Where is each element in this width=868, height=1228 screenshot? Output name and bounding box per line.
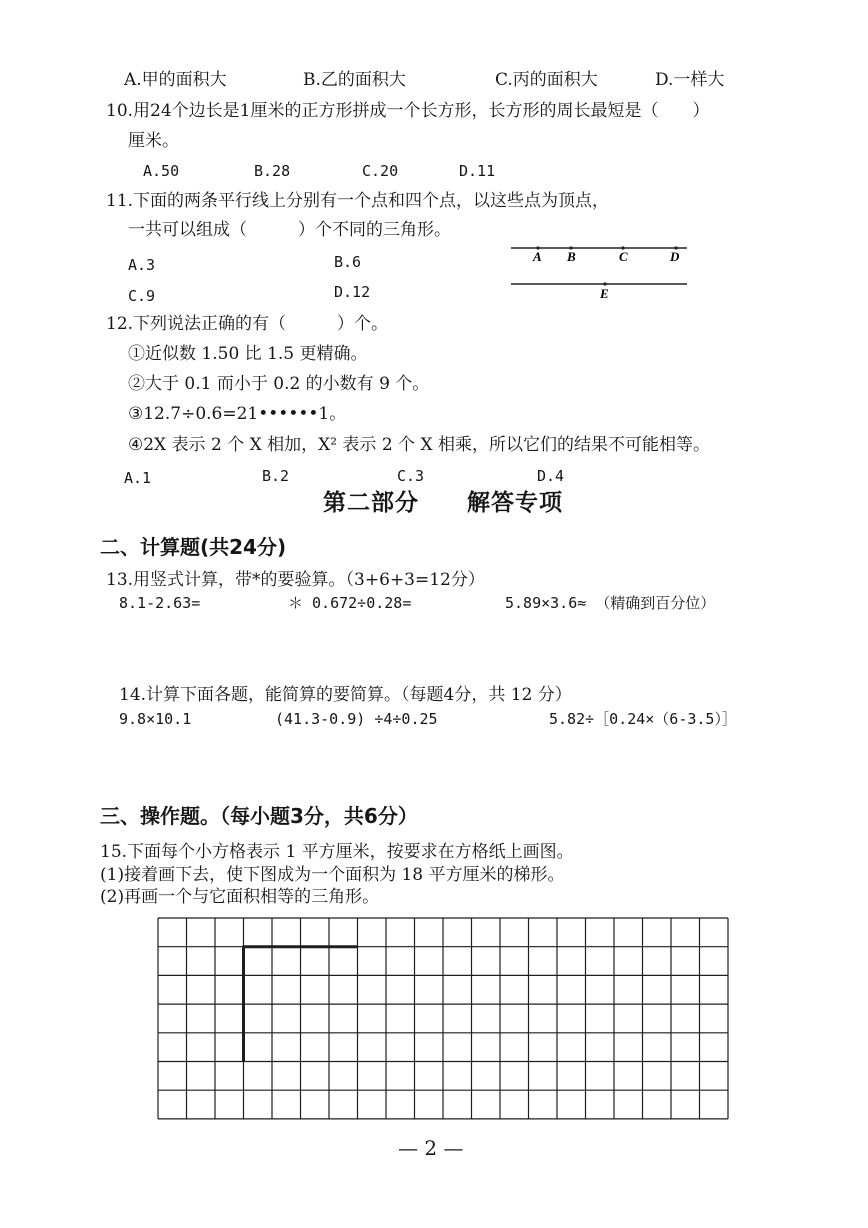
point-a-label: A: [533, 249, 542, 264]
q12-option-c: C.3: [397, 467, 425, 485]
q11-option-c: C.9: [128, 287, 156, 305]
q12-item-1: ①近似数 1.50 比 1.5 更精确。: [128, 344, 368, 364]
q11-option-a: A.3: [128, 256, 156, 274]
q15-part-2: (2)再画一个与它面积相等的三角形。: [100, 887, 380, 907]
parallel-lines-figure: [505, 240, 695, 305]
q10-stem: 10.用24个边长是1厘米的正方形拼成一个长方形，长方形的周长最短是（ ）: [106, 101, 710, 121]
q12-stem: 12.下列说法正确的有（ ）个。: [106, 314, 389, 334]
q14-item-1: 9.8×10.1: [119, 710, 192, 728]
q14-item-2: (41.3-0.9) ÷4÷0.25: [275, 710, 438, 728]
q11-stem: 11.下面的两条平行线上分别有一个点和四个点，以这些点为顶点，: [106, 191, 610, 211]
section-three-title: 三、操作题。（每小题3分，共6分）: [100, 804, 418, 828]
q9-option-c: C.丙的面积大: [495, 70, 598, 90]
q12-item-3: ③12.7÷0.6=21••••••1。: [128, 404, 347, 424]
q10-option-b: B.28: [254, 162, 291, 180]
q10-option-c: C.20: [362, 162, 399, 180]
q12-item-4: ④2X 表示 2 个 X 相加，X² 表示 2 个 X 相乘，所以它们的结果不可能相等。: [128, 435, 710, 455]
point-e-label: E: [600, 286, 609, 301]
q10-option-a: A.50: [143, 162, 180, 180]
point-d-label: D: [670, 249, 680, 264]
point-c-label: C: [619, 249, 628, 264]
q14-stem: 14.计算下面各题，能简算的要简算。（每题4分，共 12 分）: [119, 685, 572, 705]
q9-option-d: D.一样大: [655, 70, 725, 90]
q9-option-a: A.甲的面积大: [124, 70, 227, 90]
q13-item-2: ＊ 0.672÷0.28=: [288, 594, 412, 612]
square-grid-paper[interactable]: [156, 916, 730, 1120]
q12-option-b: B.2: [262, 467, 290, 485]
q12-item-2: ②大于 0.1 而小于 0.2 的小数有 9 个。: [128, 374, 430, 394]
q13-item-1: 8.1-2.63=: [119, 594, 201, 612]
q15-stem: 15.下面每个小方格表示 1 平方厘米，按要求在方格纸上画图。: [100, 842, 574, 862]
q13-item-3: 5.89×3.6≈ （精确到百分位）: [505, 594, 716, 612]
q15-part-1: (1)接着画下去，使下图成为一个面积为 18 平方厘米的梯形。: [100, 865, 565, 885]
section-two-title: 二、计算题(共24分): [100, 535, 287, 559]
page-number: — 2 —: [398, 1136, 464, 1160]
q11-stem-cont: 一共可以组成（ ）个不同的三角形。: [128, 220, 451, 240]
q12-option-a: A.1: [124, 469, 152, 487]
q10-option-d: D.11: [459, 162, 496, 180]
q10-stem-cont: 厘米。: [128, 131, 179, 151]
part-two-title: 第二部分 解答专项: [323, 490, 563, 516]
q9-option-b: B.乙的面积大: [303, 70, 406, 90]
q13-stem: 13.用竖式计算，带*的要验算。（3+6+3=12分）: [106, 570, 485, 590]
point-b-label: B: [567, 249, 576, 264]
q11-option-b: B.6: [334, 253, 362, 271]
q12-option-d: D.4: [537, 467, 565, 485]
q14-item-3: 5.82÷［0.24×（6-3.5）］: [549, 710, 737, 728]
q11-option-d: D.12: [334, 283, 371, 301]
